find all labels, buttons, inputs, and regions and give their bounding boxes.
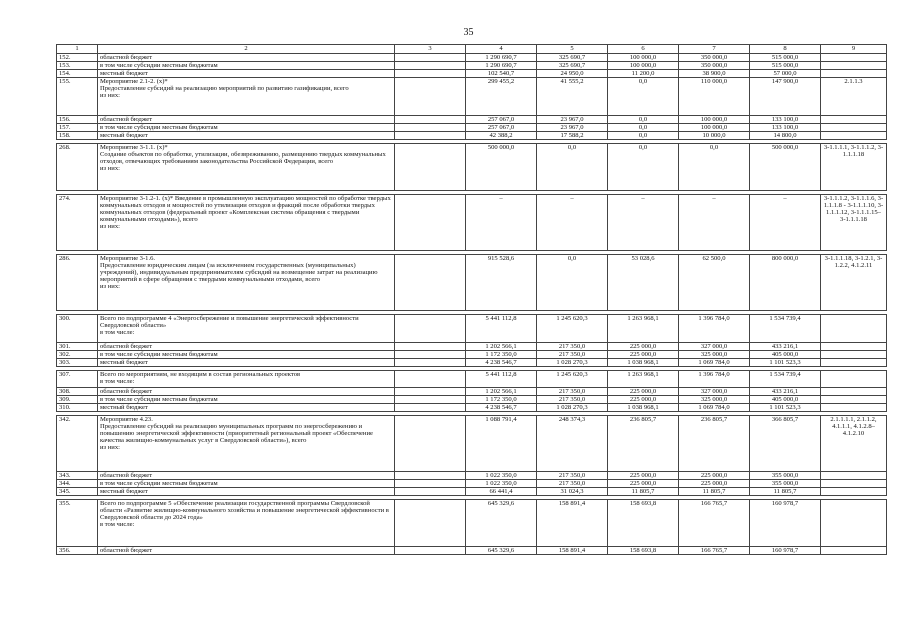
- header-cell: 4: [466, 45, 537, 54]
- row-description: местный бюджет: [98, 132, 395, 140]
- cell-year-2023: 1 396 784,0: [679, 315, 750, 343]
- cell-year-2024: 11 805,7: [750, 488, 821, 496]
- cell-total: 1 290 690,7: [466, 62, 537, 70]
- cell-target-refs: [821, 351, 887, 359]
- cell-col3: [395, 144, 466, 191]
- table-row: [57, 315, 887, 343]
- table-row: [57, 480, 887, 488]
- cell-target-refs: [821, 62, 887, 70]
- row-number: 158.: [57, 132, 98, 140]
- cell-total: 5 441 112,8: [466, 371, 537, 388]
- table-row: [57, 255, 887, 311]
- cell-col3: [395, 500, 466, 547]
- table-row: [57, 343, 887, 351]
- cell-year-2023: 166 765,7: [679, 500, 750, 547]
- cell-year-2023: 327 000,0: [679, 343, 750, 351]
- cell-year-2021: 41 555,2: [537, 78, 608, 116]
- row-number: 307.: [57, 371, 98, 388]
- cell-year-2023: 327 000,0: [679, 388, 750, 396]
- cell-year-2021: 217 350,0: [537, 480, 608, 488]
- header-cell: 7: [679, 45, 750, 54]
- cell-year-2024: 405 000,0: [750, 351, 821, 359]
- row-number: 345.: [57, 488, 98, 496]
- cell-year-2021: 1 028 270,3: [537, 404, 608, 412]
- cell-target-refs: [821, 116, 887, 124]
- cell-year-2021: 1 245 620,3: [537, 315, 608, 343]
- cell-year-2021: 217 350,0: [537, 472, 608, 480]
- cell-col3: [395, 416, 466, 472]
- cell-total: 1 088 791,4: [466, 416, 537, 472]
- cell-col3: [395, 480, 466, 488]
- row-number: 302.: [57, 351, 98, 359]
- cell-year-2021: 1 245 620,3: [537, 371, 608, 388]
- table-row: [57, 132, 887, 140]
- cell-year-2024: 500 000,0: [750, 144, 821, 191]
- cell-total: 1 202 566,1: [466, 388, 537, 396]
- cell-year-2022: 1 263 968,1: [608, 371, 679, 388]
- cell-year-2024: 133 100,0: [750, 124, 821, 132]
- cell-year-2024: 405 000,0: [750, 396, 821, 404]
- cell-year-2022: 100 000,0: [608, 54, 679, 62]
- cell-year-2022: 225 000,0: [608, 480, 679, 488]
- cell-year-2022: 0,0: [608, 144, 679, 191]
- cell-year-2022: 0,0: [608, 124, 679, 132]
- cell-total: 915 528,6: [466, 255, 537, 311]
- cell-year-2024: 433 216,1: [750, 343, 821, 351]
- cell-year-2023: 62 500,0: [679, 255, 750, 311]
- cell-target-refs: 2.1.1.3: [821, 78, 887, 116]
- cell-year-2023: 225 000,0: [679, 472, 750, 480]
- cell-total: –: [466, 195, 537, 251]
- cell-year-2022: 225 000,0: [608, 388, 679, 396]
- cell-year-2023: 38 900,0: [679, 70, 750, 78]
- row-number: 157.: [57, 124, 98, 132]
- row-number: 156.: [57, 116, 98, 124]
- cell-target-refs: [821, 480, 887, 488]
- cell-year-2024: 57 000,0: [750, 70, 821, 78]
- cell-year-2023: 11 805,7: [679, 488, 750, 496]
- cell-year-2024: 433 216,1: [750, 388, 821, 396]
- cell-year-2021: 24 950,0: [537, 70, 608, 78]
- cell-year-2022: 11 805,7: [608, 488, 679, 496]
- cell-year-2024: 14 800,0: [750, 132, 821, 140]
- cell-year-2023: 166 765,7: [679, 547, 750, 555]
- cell-total: 1 290 690,7: [466, 54, 537, 62]
- header-cell: 5: [537, 45, 608, 54]
- row-description: в том числе субсидии местным бюджетам: [98, 124, 395, 132]
- cell-target-refs: 3-1.1.1.2, 3-1.1.1.6, 3-1.1.1.8 - 3-1.1.1.10, 3-1.1.1.12, 3-1.1.1.15– 3-1.1.1.18: [821, 195, 887, 251]
- cell-year-2021: 158 891,4: [537, 547, 608, 555]
- header-cell: 6: [608, 45, 679, 54]
- row-number: 344.: [57, 480, 98, 488]
- table-row: [57, 359, 887, 367]
- cell-year-2021: 217 350,0: [537, 343, 608, 351]
- cell-col3: [395, 351, 466, 359]
- cell-col3: [395, 70, 466, 78]
- cell-col3: [395, 124, 466, 132]
- cell-target-refs: [821, 547, 887, 555]
- row-description: Мероприятие 2.1-2. (х)* Предоставление субсидий на реализацию мероприятий по развитию газификации, всего из них:: [98, 78, 395, 116]
- cell-year-2024: 515 000,0: [750, 54, 821, 62]
- cell-total: 4 238 546,7: [466, 404, 537, 412]
- cell-col3: [395, 62, 466, 70]
- row-description: областной бюджет: [98, 547, 395, 555]
- cell-target-refs: 3-1.1.1.18, 3-1.2.1, 3-1.2.2, 4.1.2.11: [821, 255, 887, 311]
- table-row: [57, 500, 887, 547]
- row-number: 356.: [57, 547, 98, 555]
- header-cell: 2: [98, 45, 395, 54]
- cell-total: 1 172 350,0: [466, 351, 537, 359]
- cell-target-refs: [821, 70, 887, 78]
- cell-year-2021: 0,0: [537, 255, 608, 311]
- cell-year-2024: 355 000,0: [750, 480, 821, 488]
- cell-col3: [395, 132, 466, 140]
- cell-col3: [395, 195, 466, 251]
- cell-target-refs: [821, 388, 887, 396]
- cell-target-refs: [821, 500, 887, 547]
- cell-year-2024: 147 900,0: [750, 78, 821, 116]
- cell-year-2023: 1 069 784,0: [679, 404, 750, 412]
- table-row: [57, 351, 887, 359]
- cell-year-2024: 366 805,7: [750, 416, 821, 472]
- cell-year-2024: 1 534 739,4: [750, 371, 821, 388]
- cell-year-2023: 10 000,0: [679, 132, 750, 140]
- cell-year-2024: 160 978,7: [750, 500, 821, 547]
- header-cell: 9: [821, 45, 887, 54]
- cell-year-2022: 0,0: [608, 78, 679, 116]
- cell-total: 4 238 546,7: [466, 359, 537, 367]
- cell-total: 1 022 350,0: [466, 472, 537, 480]
- cell-year-2023: 350 000,0: [679, 54, 750, 62]
- cell-col3: [395, 488, 466, 496]
- cell-year-2023: 1 069 784,0: [679, 359, 750, 367]
- cell-year-2022: 225 000,0: [608, 472, 679, 480]
- row-number: 153.: [57, 62, 98, 70]
- cell-total: 1 172 350,0: [466, 396, 537, 404]
- table-row: [57, 547, 887, 555]
- row-description: местный бюджет: [98, 70, 395, 78]
- cell-target-refs: [821, 488, 887, 496]
- cell-total: 1 202 566,1: [466, 343, 537, 351]
- cell-year-2021: 17 588,2: [537, 132, 608, 140]
- cell-year-2023: 325 000,0: [679, 351, 750, 359]
- cell-year-2024: 515 000,0: [750, 62, 821, 70]
- cell-year-2022: 158 693,8: [608, 547, 679, 555]
- row-description: местный бюджет: [98, 359, 395, 367]
- cell-year-2021: 217 350,0: [537, 396, 608, 404]
- cell-total: 299 455,2: [466, 78, 537, 116]
- cell-target-refs: [821, 472, 887, 480]
- cell-col3: [395, 404, 466, 412]
- cell-total: 102 540,7: [466, 70, 537, 78]
- cell-target-refs: [821, 359, 887, 367]
- row-description: областной бюджет: [98, 472, 395, 480]
- cell-col3: [395, 255, 466, 311]
- cell-target-refs: [821, 396, 887, 404]
- cell-target-refs: [821, 404, 887, 412]
- row-number: 152.: [57, 54, 98, 62]
- cell-year-2021: 325 690,7: [537, 62, 608, 70]
- row-number: 268.: [57, 144, 98, 191]
- cell-year-2023: –: [679, 195, 750, 251]
- row-description: областной бюджет: [98, 388, 395, 396]
- cell-year-2021: 0,0: [537, 144, 608, 191]
- row-description: Мероприятие 3-1.1. (х)* Создание объектов по обработке, утилизации, обезвреживанию, размещению твердых коммунальных отходов, отвечающих требованиям законодательства Российской Федерации, всего из них:: [98, 144, 395, 191]
- cell-year-2022: 225 000,0: [608, 396, 679, 404]
- table-row: [57, 195, 887, 251]
- row-description: Мероприятие 3-1.6. Предоставление юридическим лицам (за исключением государственных (муниципальных) учреждений), индивидуальным предпринимателям субсидий на возмещение затрат на реализацию мероприятий в сфере обращения с твердыми коммунальными отходами, всего из них:: [98, 255, 395, 311]
- cell-year-2023: 0,0: [679, 144, 750, 191]
- row-number: 155.: [57, 78, 98, 116]
- row-description: в том числе субсидии местным бюджетам: [98, 480, 395, 488]
- row-number: 274.: [57, 195, 98, 251]
- cell-year-2022: –: [608, 195, 679, 251]
- table-row: [57, 371, 887, 388]
- cell-year-2021: 217 350,0: [537, 388, 608, 396]
- table-row: [57, 116, 887, 124]
- table-row: [57, 78, 887, 116]
- row-number: 300.: [57, 315, 98, 343]
- cell-year-2022: 1 038 968,1: [608, 404, 679, 412]
- cell-year-2021: 23 967,0: [537, 124, 608, 132]
- cell-target-refs: [821, 132, 887, 140]
- cell-col3: [395, 388, 466, 396]
- cell-year-2024: 1 101 523,3: [750, 404, 821, 412]
- cell-target-refs: [821, 315, 887, 343]
- cell-col3: [395, 315, 466, 343]
- cell-total: 1 022 350,0: [466, 480, 537, 488]
- row-number: 310.: [57, 404, 98, 412]
- cell-year-2021: 217 350,0: [537, 351, 608, 359]
- cell-col3: [395, 547, 466, 555]
- cell-year-2022: 0,0: [608, 132, 679, 140]
- header-cell: 1: [57, 45, 98, 54]
- cell-year-2024: 160 978,7: [750, 547, 821, 555]
- cell-year-2021: –: [537, 195, 608, 251]
- cell-year-2021: 158 891,4: [537, 500, 608, 547]
- row-number: 342.: [57, 416, 98, 472]
- cell-year-2023: 100 000,0: [679, 116, 750, 124]
- page-number: 35: [463, 27, 474, 38]
- cell-col3: [395, 343, 466, 351]
- cell-year-2022: 236 805,7: [608, 416, 679, 472]
- cell-year-2023: 225 000,0: [679, 480, 750, 488]
- table-row: [57, 144, 887, 191]
- table-row: [57, 62, 887, 70]
- cell-year-2022: 0,0: [608, 116, 679, 124]
- cell-year-2021: 23 967,0: [537, 116, 608, 124]
- cell-target-refs: [821, 371, 887, 388]
- cell-year-2021: 248 374,3: [537, 416, 608, 472]
- cell-target-refs: [821, 124, 887, 132]
- cell-year-2021: 325 690,7: [537, 54, 608, 62]
- cell-col3: [395, 371, 466, 388]
- table-row: [57, 388, 887, 396]
- row-description: областной бюджет: [98, 116, 395, 124]
- cell-year-2024: –: [750, 195, 821, 251]
- row-description: в том числе субсидии местным бюджетам: [98, 62, 395, 70]
- row-description: Всего по подпрограмме 4 «Энергосбережение и повышение энергетической эффективности Свердловской области» в том числе:: [98, 315, 395, 343]
- table-row: [57, 396, 887, 404]
- cell-year-2024: 355 000,0: [750, 472, 821, 480]
- table-row: [57, 472, 887, 480]
- row-description: Мероприятие 3-1.2-1. (х)* Введение в промышленную эксплуатацию мощностей по обработке твердых коммунальных отходов и мощностей по утилизации отходов и фракций после обработки твердых коммунальных отходов (федеральный проект «Комплексная система обращения с твердыми коммунальными отходами»), всего из них:: [98, 195, 395, 251]
- cell-total: 257 067,0: [466, 116, 537, 124]
- table-row: [57, 488, 887, 496]
- cell-total: 42 388,2: [466, 132, 537, 140]
- row-description: Всего по подпрограмме 5 «Обеспечение реализации государственной программы Свердловской области «Развитие жилищно-коммунального хозяйства и повышение энергетической эффективности в Свердловской области до 2024 года» в том числе:: [98, 500, 395, 547]
- header-cell: 8: [750, 45, 821, 54]
- table-row: [57, 404, 887, 412]
- cell-year-2023: 236 805,7: [679, 416, 750, 472]
- table-row: [57, 70, 887, 78]
- cell-total: 500 000,0: [466, 144, 537, 191]
- cell-year-2022: 158 693,8: [608, 500, 679, 547]
- row-description: Мероприятие 4.23. Предоставление субсидий на реализацию муниципальных программ по энергосбережению и повышению энергетической эффективности (приоритетный региональный проект «Обеспечение качества жилищно-коммунальных услуг в Свердловской области»), всего из них:: [98, 416, 395, 472]
- cell-total: 645 329,6: [466, 500, 537, 547]
- row-number: 308.: [57, 388, 98, 396]
- row-description: местный бюджет: [98, 404, 395, 412]
- cell-col3: [395, 116, 466, 124]
- cell-total: 645 329,6: [466, 547, 537, 555]
- cell-year-2022: 11 200,0: [608, 70, 679, 78]
- row-description: областной бюджет: [98, 343, 395, 351]
- cell-total: 257 067,0: [466, 124, 537, 132]
- cell-target-refs: 3-1.1.1.1, 3-1.1.1.2, 3-1.1.1.18: [821, 144, 887, 191]
- row-description: в том числе субсидии местным бюджетам: [98, 351, 395, 359]
- row-number: 303.: [57, 359, 98, 367]
- table-row: [57, 54, 887, 62]
- budget-table: [56, 44, 887, 555]
- row-description: областной бюджет: [98, 54, 395, 62]
- cell-total: 66 441,4: [466, 488, 537, 496]
- cell-total: 5 441 112,8: [466, 315, 537, 343]
- row-number: 286.: [57, 255, 98, 311]
- cell-year-2023: 325 000,0: [679, 396, 750, 404]
- row-number: 343.: [57, 472, 98, 480]
- cell-year-2022: 225 000,0: [608, 351, 679, 359]
- cell-col3: [395, 54, 466, 62]
- cell-year-2022: 1 038 968,1: [608, 359, 679, 367]
- cell-target-refs: 2.1.1.1.1, 2.1.1.2, 4.1.1.1, 4.1.2.8– 4.1.2.10: [821, 416, 887, 472]
- row-number: 355.: [57, 500, 98, 547]
- cell-col3: [395, 359, 466, 367]
- row-number: 154.: [57, 70, 98, 78]
- cell-year-2024: 133 100,0: [750, 116, 821, 124]
- cell-year-2022: 53 028,6: [608, 255, 679, 311]
- cell-year-2022: 1 263 968,1: [608, 315, 679, 343]
- row-description: местный бюджет: [98, 488, 395, 496]
- cell-col3: [395, 78, 466, 116]
- header-cell: 3: [395, 45, 466, 54]
- cell-year-2023: 100 000,0: [679, 124, 750, 132]
- cell-year-2023: 110 000,0: [679, 78, 750, 116]
- row-description: Всего по мероприятиям, не входящим в состав региональных проектов в том числе:: [98, 371, 395, 388]
- row-number: 301.: [57, 343, 98, 351]
- cell-col3: [395, 472, 466, 480]
- cell-year-2024: 1 534 739,4: [750, 315, 821, 343]
- header-row: [57, 45, 887, 54]
- cell-target-refs: [821, 54, 887, 62]
- cell-year-2021: 1 028 270,3: [537, 359, 608, 367]
- table-row: [57, 124, 887, 132]
- cell-year-2023: 1 396 784,0: [679, 371, 750, 388]
- cell-year-2024: 1 101 523,3: [750, 359, 821, 367]
- cell-year-2022: 225 000,0: [608, 343, 679, 351]
- table-row: [57, 416, 887, 472]
- cell-year-2021: 31 024,3: [537, 488, 608, 496]
- row-number: 309.: [57, 396, 98, 404]
- cell-col3: [395, 396, 466, 404]
- row-description: в том числе субсидии местным бюджетам: [98, 396, 395, 404]
- cell-year-2023: 350 000,0: [679, 62, 750, 70]
- cell-target-refs: [821, 343, 887, 351]
- cell-year-2024: 800 000,0: [750, 255, 821, 311]
- cell-year-2022: 100 000,0: [608, 62, 679, 70]
